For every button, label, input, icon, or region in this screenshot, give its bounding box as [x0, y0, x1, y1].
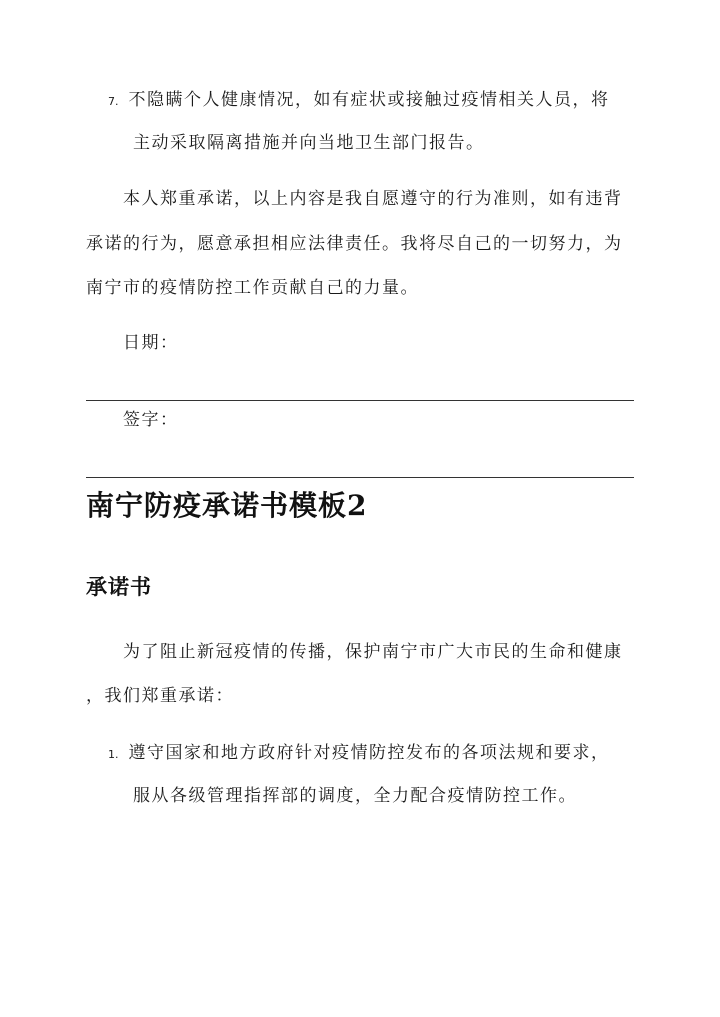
list-item-7	[108, 88, 610, 114]
paragraph-line: 南宁市的疫情防控工作贡献自己的力量。	[86, 278, 419, 298]
list-item-text-line-2: 服从各级管理指挥部的调度，全力配合疫情防控工作。	[133, 786, 577, 806]
date-label: 日期：	[123, 333, 179, 353]
list-item-text-line-1: 遵守国家和地方政府针对疫情防控发布的各项法规和要求，	[128, 743, 610, 763]
paragraph-line: 本人郑重承诺，以上内容是我自愿遵守的行为准则，如有违背	[123, 189, 623, 209]
list-item-1	[108, 741, 610, 767]
list-number: 1.	[108, 748, 119, 761]
divider	[86, 477, 634, 478]
section-title: 南宁防疫承诺书模板2	[86, 489, 368, 522]
section-subtitle: 承诺书	[86, 574, 152, 599]
divider	[86, 400, 634, 401]
paragraph-line: 承诺的行为，愿意承担相应法律责任。我将尽自己的一切努力，为	[86, 234, 623, 254]
list-item-text-line-1: 不隐瞒个人健康情况，如有症状或接触过疫情相关人员，将	[128, 90, 610, 110]
signature-label: 签字：	[123, 410, 179, 430]
paragraph-line: 为了阻止新冠疫情的传播，保护南宁市广大市民的生命和健康	[123, 642, 623, 662]
list-item-text-line-2: 主动采取隔离措施并向当地卫生部门报告。	[133, 133, 485, 153]
list-number: 7.	[108, 95, 119, 108]
paragraph-line: ，我们郑重承诺：	[86, 686, 234, 706]
